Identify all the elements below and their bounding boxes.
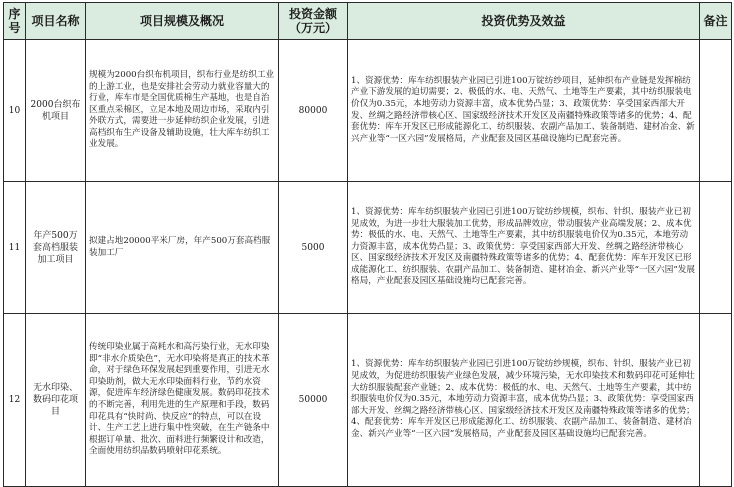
row-seq: 11 (4, 182, 26, 314)
row-investment-advantages: 1、资源优势：库车纺织服装产业园已引进100万锭纺纱规模，织布、针织、服装产业已初见成效，为进一步壮大服装加工优势，形成品牌效应，带动服装产业高端发展；2、成本优势：极低的水、电、天然气、土地等生产要素，其中纺织服装电价仅为0.35元，本地劳动力资源丰富，成本优势凸显；3、政策优势：享受国家西部大开发、丝绸之路经济带核心区、国家级经济技术开发区及南疆特殊政策等诸多的优势；4、配套优势：库车开发区已形成能源化工、纺织服装、农副产品加工、装备制造、建材冶金、新兴产业等“一区六园”发展格局，产业配套及园区基础设施均已配套完善。 (348, 182, 700, 314)
row-scale-overview: 传统印染业属于高耗水和高污染行业，无水印染即“非水介质染色”，无水印染将是真正的技术革命，对于绿色环保发展起到重要作用，引进无水印染助剂，做大无水印染面料行业，节约水资源，促进库车经济绿色健康发展。数码印花技术的不断完善，利用先进的生产原理和手段，数码印花具有“快时尚、快反应”的特点，可以在设计、生产工艺上进行集中性突破，在生产链条中根据订单量、批次、面料进行频繁设计和改造，全面使用纺织品数码喷射印花系统。 (86, 314, 279, 487)
header-investment-advantages: 投资优势及效益 (348, 3, 700, 40)
row-investment-amount: 80000 (279, 40, 348, 182)
investment-projects-table (3, 2, 732, 487)
header-investment-amount: 投资金额（万元） (279, 3, 348, 40)
row-project-name: 年产500万套高档服装加工项目 (26, 182, 86, 314)
row-investment-amount: 50000 (279, 314, 348, 487)
row-project-name: 2000台织布机项目 (26, 40, 86, 182)
header-scale-overview: 项目规模及概况 (86, 3, 279, 40)
table-header-row (4, 3, 732, 40)
row-scale-overview: 规模为2000台织布机项目，织布行业是纺织工业的上游工业，也是安排社会劳动力就业容量大的行业，库车市是全国优质棉生产基地，也是自治区重点采棉区，立足本地及周边市场，采取内引外联方式，需要进一步延伸纺织企业发展，引进高档织布生产设备及辅助设施，壮大库车纺织工业发展。 (86, 40, 279, 182)
row-seq: 10 (4, 40, 26, 182)
row-investment-advantages: 1、资源优势：库车纺织服装产业园已引进100万锭纺纱规模，织布、针织、服装产业已初见成效，为促进纺织服装产业绿色发展，减少环境污染，无水印染技术和数码印花可延伸壮大纺织服装配套产业链；2、成本优势：极低的水、电、天然气、土地等生产要素，其中纺织服装电价仅为0.35元，本地劳动力资源丰富，成本优势凸显；3、政策优势：享受国家西部大开发、丝绸之路经济带核心区、国家级经济技术开发区及南疆特殊政策等诸多的优势；4、配套优势：库车开发区已形成能源化工、纺织服装、农副产品加工、装备制造、建材冶金、新兴产业等“一区六园”发展格局，产业配套及园区基础设施均已配套完善。 (348, 314, 700, 487)
row-investment-advantages: 1、资源优势：库车纺织服装产业园已引进100万锭纺纱项目，延伸织布产业链是发挥棉纺产业下游发展的迫切需要；2、极低的水、电、天然气、土地等生产要素，其中纺织服装电价仅为0.35元，本地劳动力资源丰富，成本优势凸显；3、政策优势：享受国家西部大开发、丝绸之路经济带核心区、国家级经济技术开发区及南疆特殊政策等诸多的优势；4、配套优势：库车开发区已形成能源化工、纺织服装、农副产品加工、装备制造、建材冶金、新兴产业等“一区六园”发展格局，产业配套及园区基础设施均已配套完善。 (348, 40, 700, 182)
header-notes: 备注 (700, 3, 732, 40)
table-row (4, 40, 732, 182)
row-project-name: 无水印染、数码印花项目 (26, 314, 86, 487)
row-notes (700, 314, 732, 487)
table-row (4, 314, 732, 487)
header-seq: 序号 (4, 3, 26, 40)
header-project-name: 项目名称 (26, 3, 86, 40)
table-row (4, 182, 732, 314)
row-seq: 12 (4, 314, 26, 487)
row-scale-overview: 拟建占地20000平米厂房，年产500万套高档服装加工厂 (86, 182, 279, 314)
row-investment-amount: 5000 (279, 182, 348, 314)
row-notes (700, 40, 732, 182)
row-notes (700, 182, 732, 314)
